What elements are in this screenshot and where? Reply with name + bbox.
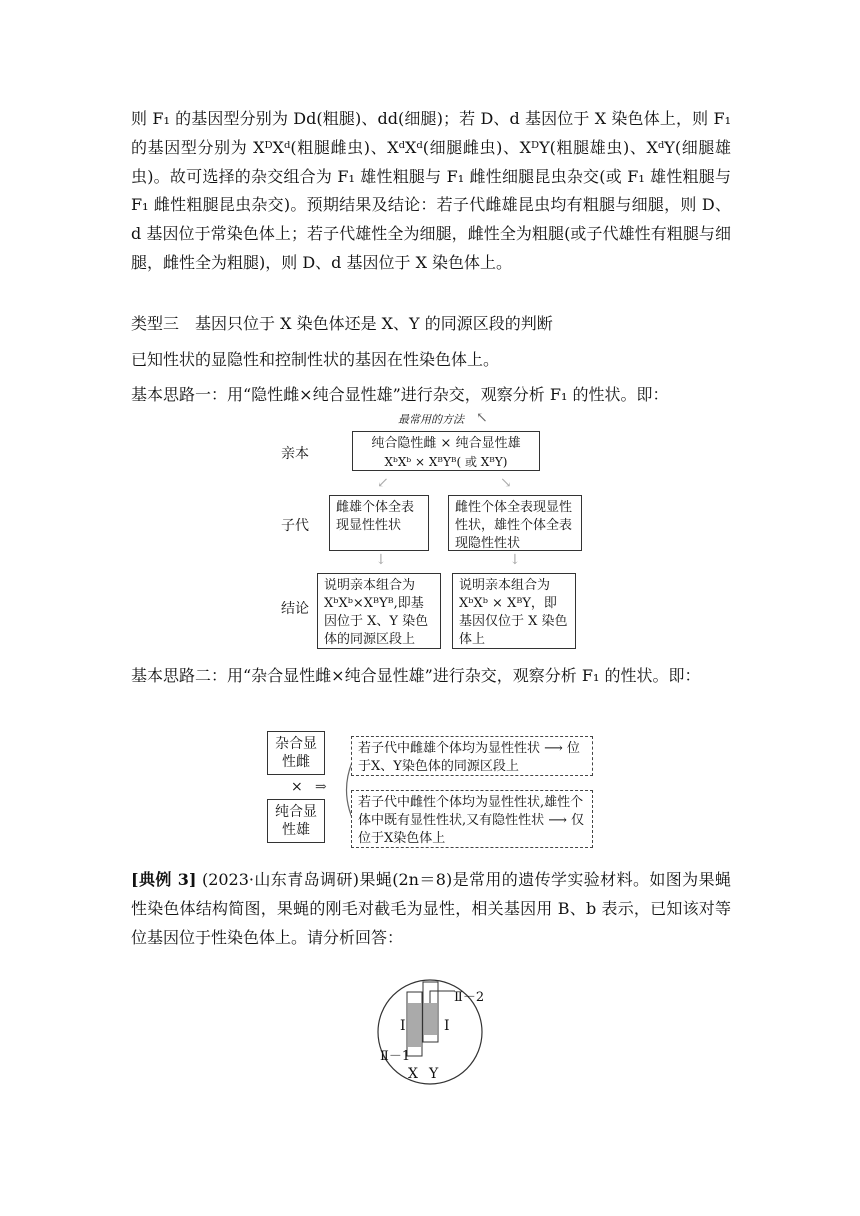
label-conclusion: 结论 xyxy=(281,601,309,617)
result1-box: 若子代中雌雄个体均为显性性状 ⟶ 位于X、Y染色体的同源区段上 xyxy=(351,736,593,776)
idea2-text: 基本思路二：用“杂合显性雌×纯合显性雄”进行杂交，观察分析 F₁ 的性状。即： xyxy=(131,666,701,685)
child-right-box: 雌性个体全表现显性性状，雄性个体全表现隐性性状 xyxy=(448,495,582,551)
region-2-2: Ⅱ－2 xyxy=(454,990,485,1005)
arrow-right-icon: ⇒ xyxy=(315,779,327,795)
paragraph-genotype-analysis: 则 F₁ 的基因型分别为 Dd(粗腿)、dd(细腿)；若 D、d 基因位于 X 染色体上，则 F₁ 的基因型分别为 XᴰXᵈ(粗腿雌虫)、XᵈXᵈ(细腿雌虫)、XᴰY(粗腿雄虫)、XᵈY(细腿雄虫)。故可选择的杂交组合为 F₁ 雄性粗腿与 F₁ 雌性细腿昆虫杂交(或 F₁ 雄性粗腿与 F₁ 雌性粗腿昆虫杂交)。预期结果及结论：若子代雌雄昆虫均有粗腿与细腿，则 D、d 基因位于常染色体上；若子代雄性全为细腿，雌性全为粗腿(或子代雄性有粗腿与细腿，雌性全为粗腿)，则 D、d 基因位于 X 染色体上。 xyxy=(131,109,731,272)
label-offspring: 子代 xyxy=(281,518,309,534)
label-parent: 亲本 xyxy=(281,446,309,462)
heterozygous-female-box: 杂合显性雌 xyxy=(267,731,325,775)
type3-heading: 类型三 基因只位于 X 染色体还是 X、Y 的同源区段的判断 xyxy=(131,314,553,333)
homozygous-male-box: 纯合显性雄 xyxy=(267,799,325,843)
parent-line-1: 纯合隐性雌 × 纯合显性雄 xyxy=(371,436,521,451)
result2-box: 若子代中雌性个体均为显性性状,雄性个体中既有显性性状,又有隐性性状 ⟶ 仅位于X染色体上 xyxy=(351,790,593,848)
region-1-left: Ⅰ xyxy=(400,1018,406,1034)
chromosome-figure xyxy=(370,978,490,1088)
note-most-common: 最常用的方法 xyxy=(398,413,464,426)
child-left-box: 雌雄个体全表现显性性状 xyxy=(329,495,429,551)
label-x: X xyxy=(408,1066,418,1082)
note-arrow-icon: ↖ xyxy=(476,410,488,426)
region-1-right: Ⅰ xyxy=(444,1018,450,1034)
arrow-down-icon: ↓ xyxy=(509,552,521,568)
arrow-down-icon: ↙ xyxy=(377,475,389,491)
cross-symbol: × xyxy=(291,779,303,795)
parent-box xyxy=(352,431,540,471)
example-text: (2023·山东青岛调研)果蝇(2n＝8)是常用的遗传学实验材料。如图为果蝇性染色体结构简图，果蝇的刚毛对截毛为显性，相关基因用 B、b 表示，已知该对等位基因位于性染色体上。请分析回答： xyxy=(131,870,731,947)
label-y: Y xyxy=(429,1066,439,1082)
conclusion-right-box: 说明亲本组合为XᵇXᵇ × XᴮY，即基因仅位于 X 染色体上 xyxy=(452,573,576,649)
parent-line-2: XᵇXᵇ × XᴮYᴮ( 或 XᴮY) xyxy=(384,455,508,469)
conclusion-left-box: 说明亲本组合为XᵇXᵇ×XᴮYᴮ,即基因位于 X、Y 染色体的同源区段上 xyxy=(317,573,441,649)
idea1-text: 基本思路一：用“隐性雌×纯合显性雄”进行杂交，观察分析 F₁ 的性状。即： xyxy=(131,385,669,404)
arrow-down-icon: ↓ xyxy=(375,552,387,568)
example-tag: [典例 3] xyxy=(131,870,197,889)
example-3-paragraph xyxy=(131,866,731,952)
known-condition: 已知性状的显隐性和控制性状的基因在性染色体上。 xyxy=(131,350,500,369)
arrow-down-icon: ↘ xyxy=(500,475,512,491)
region-2-1: Ⅱ－1 xyxy=(380,1049,411,1064)
